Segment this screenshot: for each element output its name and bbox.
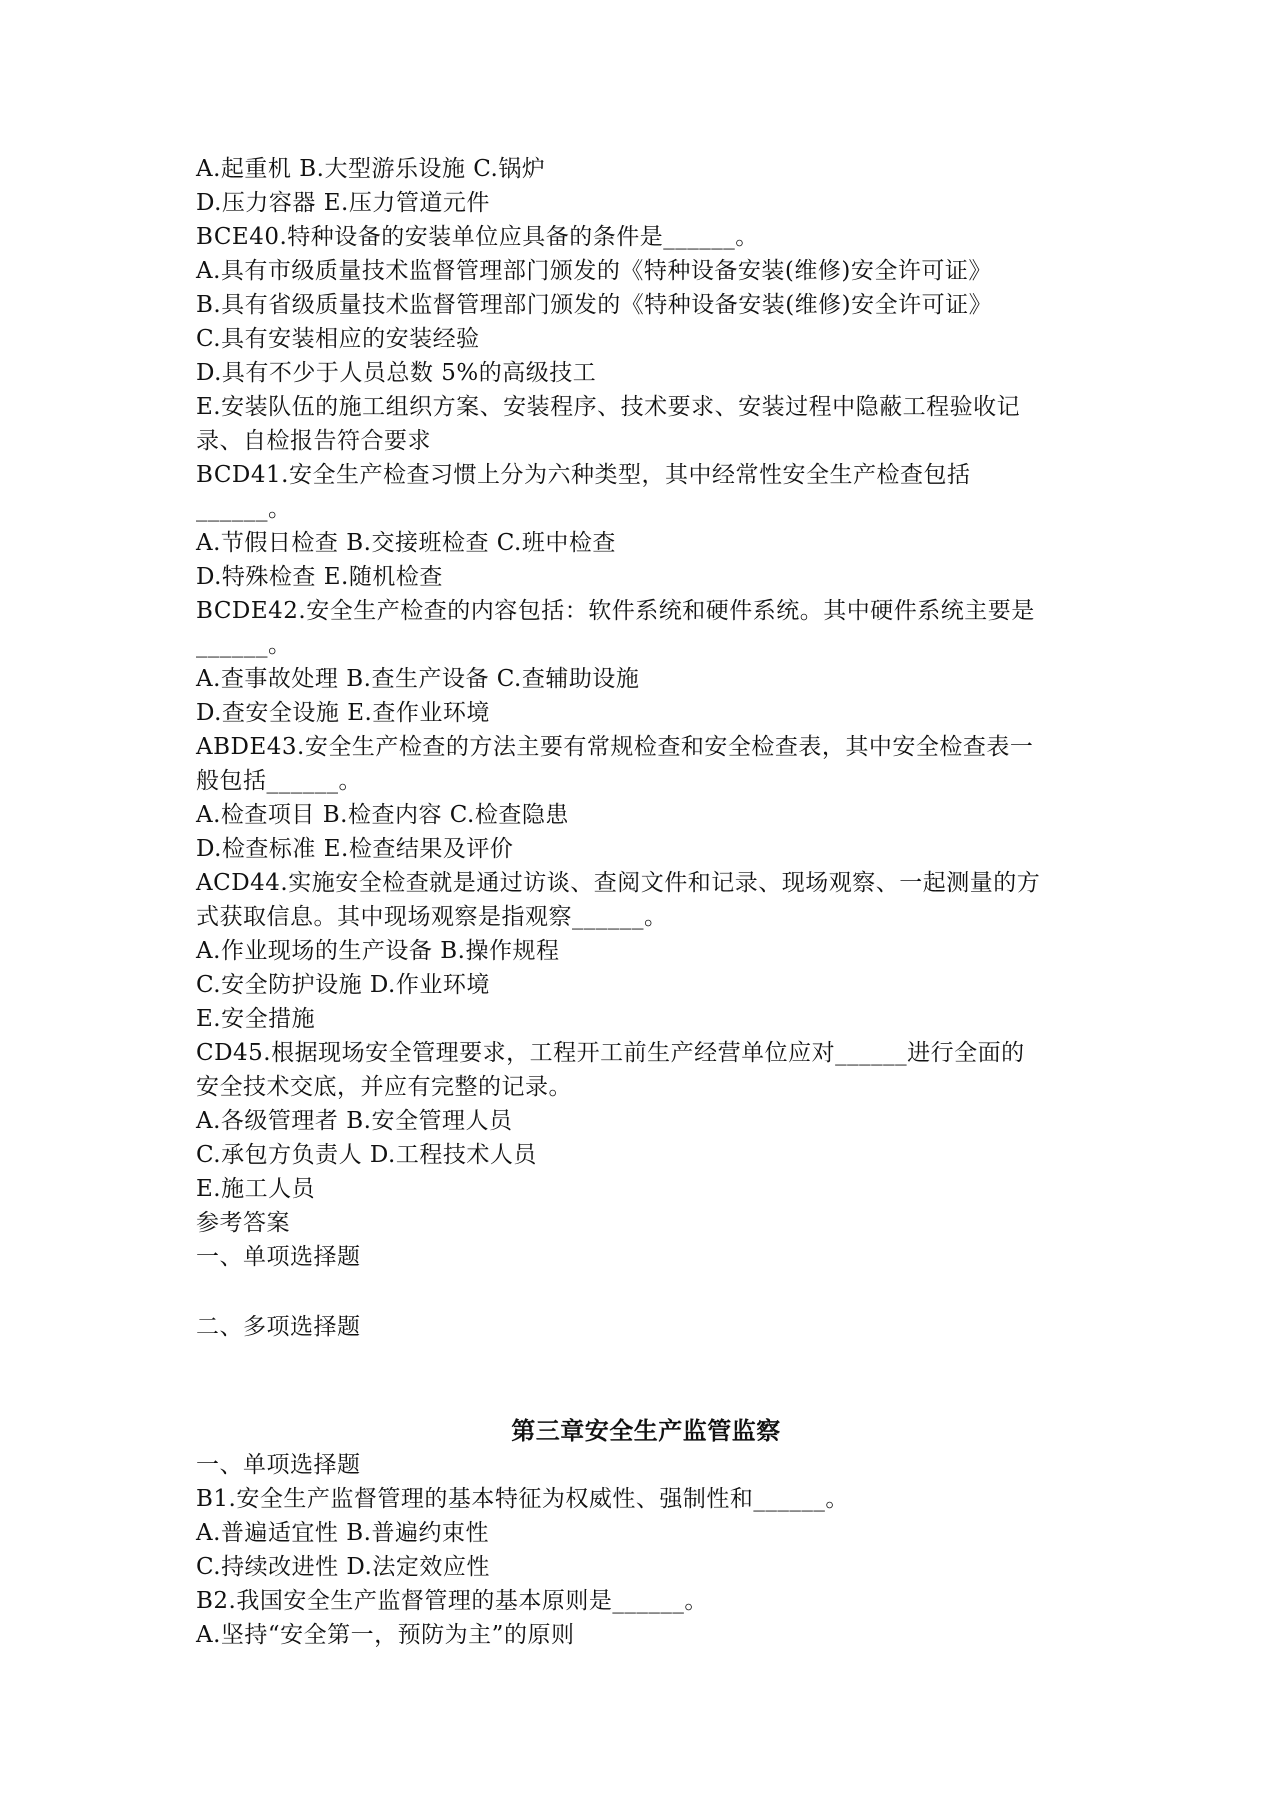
section-heading-single-choice: 一、单项选择题 bbox=[196, 1452, 361, 1478]
text-line: D.压力容器 E.压力管道元件 bbox=[196, 190, 490, 216]
text-line: C.持续改进性 D.法定效应性 bbox=[196, 1554, 490, 1580]
text-line: A.查事故处理 B.查生产设备 C.查辅助设施 bbox=[196, 666, 640, 692]
text-line: A.各级管理者 B.安全管理人员 bbox=[196, 1108, 513, 1134]
section-heading-single-choice: 一、单项选择题 bbox=[196, 1244, 361, 1270]
text-line: D.检查标准 E.检查结果及评价 bbox=[196, 836, 514, 862]
text-line: C.安全防护设施 D.作业环境 bbox=[196, 972, 490, 998]
question-40: BCE40.特种设备的安装单位应具备的条件是______。 bbox=[196, 224, 759, 250]
question-41: BCD41.安全生产检查习惯上分为六种类型，其中经常性安全生产检查包括 bbox=[196, 462, 971, 488]
text-line: ______。 bbox=[196, 496, 292, 522]
document-page bbox=[196, 152, 1096, 1652]
answers-heading: 参考答案 bbox=[196, 1210, 290, 1236]
text-line: C.具有安装相应的安装经验 bbox=[196, 326, 480, 352]
chapter-title: 第三章安全生产监管监察 bbox=[511, 1417, 781, 1445]
question-44: ACD44.实施安全检查就是通过访谈、查阅文件和记录、现场观察、一起测量的方 bbox=[196, 870, 1041, 896]
text-line: 般包括______。 bbox=[196, 768, 362, 794]
text-line: A.检查项目 B.检查内容 C.检查隐患 bbox=[196, 802, 569, 828]
text-line: A.普遍适宜性 B.普遍约束性 bbox=[196, 1520, 489, 1546]
text-line: A.起重机 B.大型游乐设施 C.锅炉 bbox=[196, 156, 546, 182]
text-line: D.特殊检查 E.随机检查 bbox=[196, 564, 443, 590]
spacer bbox=[196, 1274, 1096, 1310]
text-line: E.施工人员 bbox=[196, 1176, 316, 1202]
text-line: 安全技术交底，并应有完整的记录。 bbox=[196, 1074, 572, 1100]
text-line: C.承包方负责人 D.工程技术人员 bbox=[196, 1142, 537, 1168]
text-block-questions-39-45 bbox=[196, 152, 1096, 1274]
text-line: A.具有市级质量技术监督管理部门颁发的《特种设备安装(维修)安全许可证》 bbox=[196, 258, 992, 284]
question-43: ABDE43.安全生产检查的方法主要有常规检查和安全检查表，其中安全检查表一 bbox=[196, 734, 1034, 760]
text-line: B.具有省级质量技术监督管理部门颁发的《特种设备安装(维修)安全许可证》 bbox=[196, 292, 993, 318]
text-line: D.具有不少于人员总数 5%的高级技工 bbox=[196, 360, 597, 386]
spacer bbox=[196, 1344, 1096, 1414]
text-line: A.节假日检查 B.交接班检查 C.班中检查 bbox=[196, 530, 616, 556]
text-line: 录、自检报告符合要求 bbox=[196, 428, 431, 454]
text-line: E.安全措施 bbox=[196, 1006, 316, 1032]
text-line: E.安装队伍的施工组织方案、安装程序、技术要求、安装过程中隐蔽工程验收记 bbox=[196, 394, 1021, 420]
text-line: D.查安全设施 E.查作业环境 bbox=[196, 700, 490, 726]
section-heading-multi-choice: 二、多项选择题 bbox=[196, 1314, 361, 1340]
question-45: CD45.根据现场安全管理要求，工程开工前生产经营单位应对______进行全面的 bbox=[196, 1040, 1025, 1066]
text-line: A.坚持“安全第一，预防为主”的原则 bbox=[196, 1622, 575, 1648]
text-block-chapter-3 bbox=[196, 1448, 1096, 1652]
text-line: 式获取信息。其中现场观察是指观察______。 bbox=[196, 904, 668, 930]
question-b2: B2.我国安全生产监督管理的基本原则是______。 bbox=[196, 1588, 708, 1614]
question-42: BCDE42.安全生产检查的内容包括：软件系统和硬件系统。其中硬件系统主要是 bbox=[196, 598, 1035, 624]
question-b1: B1.安全生产监督管理的基本特征为权威性、强制性和______。 bbox=[196, 1486, 849, 1512]
text-line: A.作业现场的生产设备 B.操作规程 bbox=[196, 938, 560, 964]
text-line: ______。 bbox=[196, 632, 292, 658]
